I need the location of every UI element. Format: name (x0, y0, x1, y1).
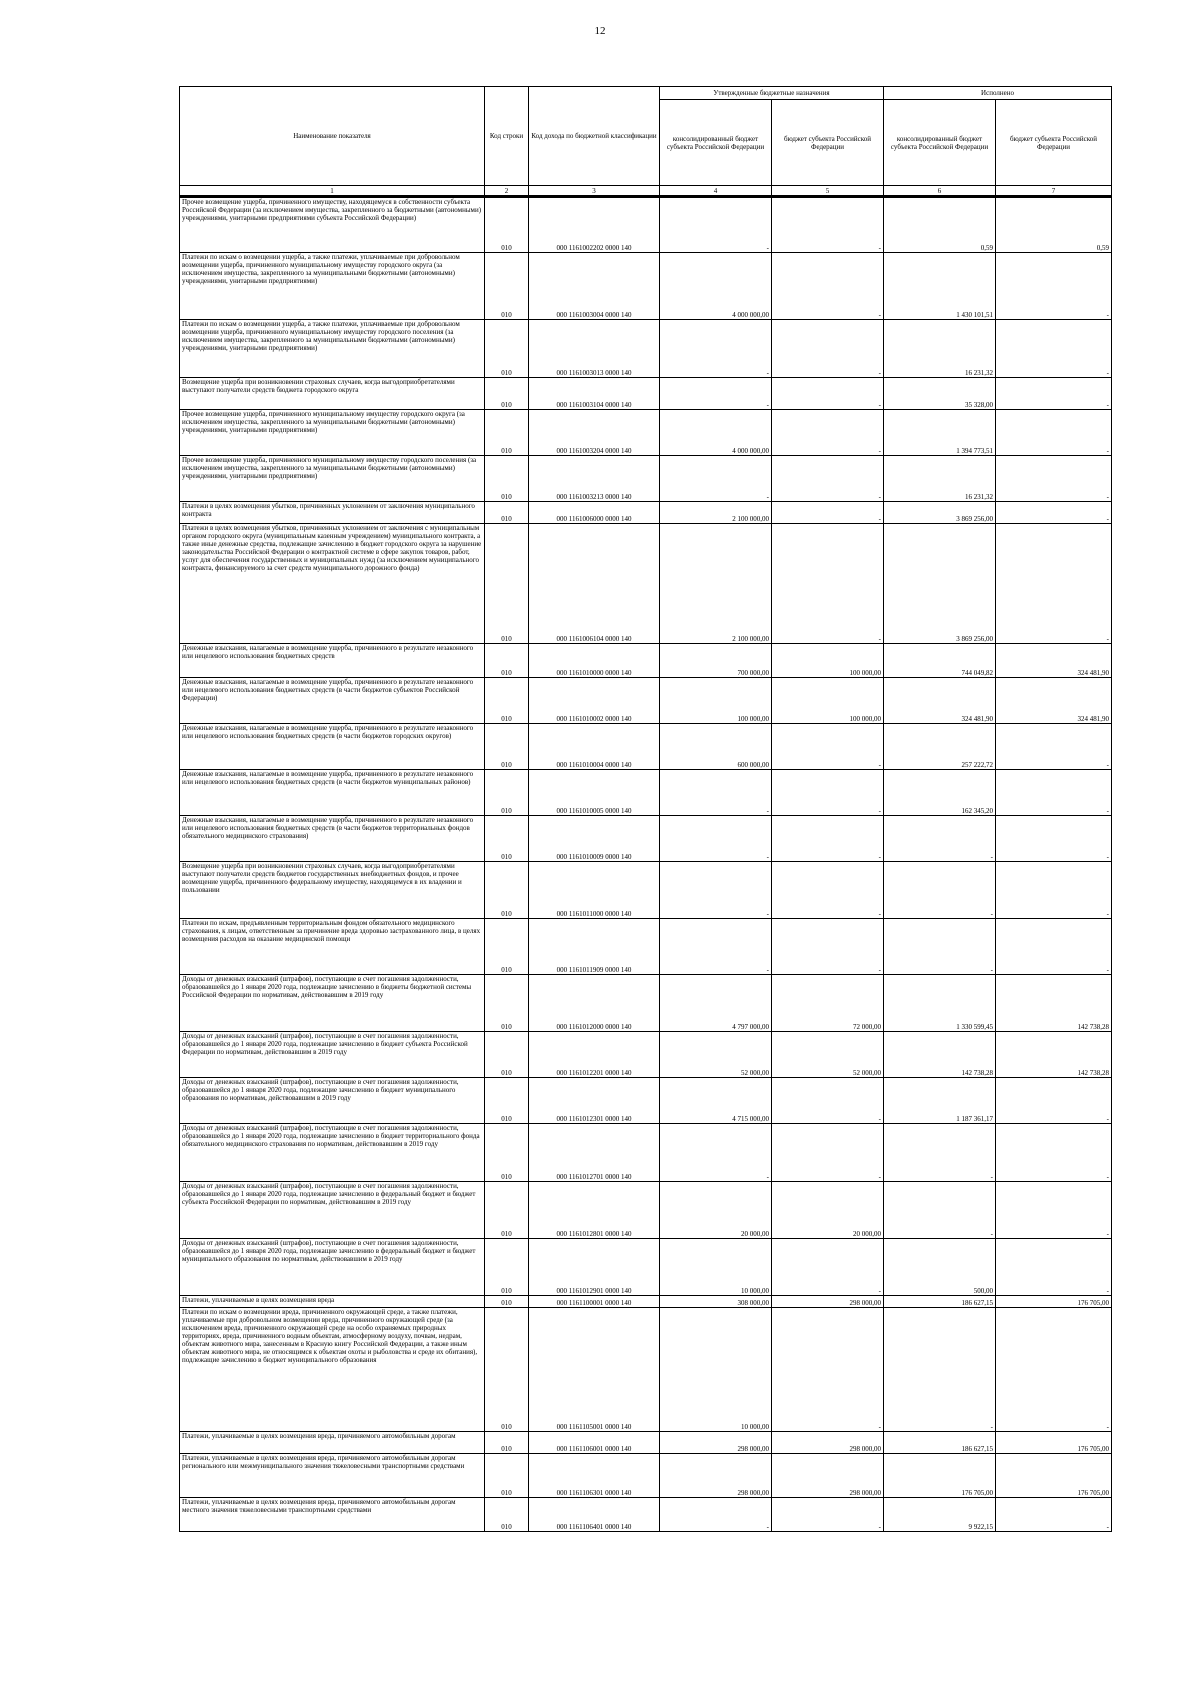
executed-subject-value: - (996, 253, 1112, 320)
approved-subject-value: - (772, 378, 884, 410)
column-number: 3 (529, 186, 660, 197)
approved-consolidated-value: - (660, 456, 772, 502)
executed-consolidated-value: 744 049,82 (884, 644, 996, 678)
table-row (180, 378, 1112, 410)
executed-subject-value: - (996, 410, 1112, 456)
row-name: Возмещение ущерба при возникновении страховых случаев, когда выгодоприобретателями выступают получатели средств бюджета городского округа (180, 378, 485, 410)
table-row (180, 1182, 1112, 1239)
approved-subject-value: 100 000,00 (772, 678, 884, 724)
row-kbk: 000 1161010002 0000 140 (529, 678, 660, 724)
approved-subject-value: - (772, 524, 884, 644)
row-code: 010 (485, 862, 529, 919)
row-name: Платежи по искам, предъявленным территориальным фондом обязательного медицинского страхования, к лицам, ответственным за причинение вреда здоровью застрахованного лица, в целях возмещения расходов на оказание медицинской помощи (180, 919, 485, 975)
approved-consolidated-value: - (660, 816, 772, 862)
row-code: 010 (485, 919, 529, 975)
executed-consolidated-value: 162 345,20 (884, 770, 996, 816)
approved-subject-value: - (772, 320, 884, 378)
row-code: 010 (485, 253, 529, 320)
header-row-code: Код строки (485, 87, 529, 186)
column-number: 1 (180, 186, 485, 197)
row-kbk: 000 1161012801 0000 140 (529, 1182, 660, 1239)
executed-consolidated-value: - (884, 1124, 996, 1182)
row-kbk: 000 1161100001 0000 140 (529, 1296, 660, 1308)
table-row (180, 320, 1112, 378)
header-executed: Исполнено (884, 87, 1112, 100)
row-name: Платежи, уплачиваемые в целях возмещения вреда, причиняемого автомобильным дорогам (180, 1432, 485, 1454)
header-kbk: Код дохода по бюджетной классификации (529, 87, 660, 186)
approved-subject-value: 298 000,00 (772, 1432, 884, 1454)
row-kbk: 000 1161012701 0000 140 (529, 1124, 660, 1182)
row-code: 010 (485, 1296, 529, 1308)
executed-consolidated-value: 1 330 599,45 (884, 975, 996, 1032)
table-row (180, 253, 1112, 320)
executed-subject-value: 176 705,00 (996, 1432, 1112, 1454)
row-name: Платежи, уплачиваемые в целях возмещения вреда, причиняемого автомобильным дорогам регионального или межмуниципального значения тяжеловесными транспортными средствами (180, 1454, 485, 1498)
table-row (180, 644, 1112, 678)
row-code: 010 (485, 816, 529, 862)
row-name: Платежи по искам о возмещении ущерба, а также платежи, уплачиваемые при добровольном возмещении ущерба, причиненного муниципальному имуществу городского округа (за исключением имущества, закрепленного за муниципальными бюджетными (автономными) учреждениями, унитарными предприятиями) (180, 253, 485, 320)
executed-subject-value: 176 705,00 (996, 1296, 1112, 1308)
executed-subject-value: - (996, 1124, 1112, 1182)
row-code: 010 (485, 644, 529, 678)
row-kbk: 000 1161012000 0000 140 (529, 975, 660, 1032)
table-row (180, 724, 1112, 770)
row-name: Прочее возмещение ущерба, причиненного имуществу, находящемуся в собственности субъекта Российской Федерации (за исключением имущества, закрепленного за бюджетными (автономными) учреждениями, унитарными предприятиями субъекта Российской Федерации) (180, 197, 485, 253)
row-name: Денежные взыскания, налагаемые в возмещение ущерба, причиненного в результате незаконного или нецелевого использования бюджетных средств (в части бюджетов муниципальных районов) (180, 770, 485, 816)
approved-consolidated-value: 4 000 000,00 (660, 253, 772, 320)
executed-subject-value: - (996, 919, 1112, 975)
approved-consolidated-value: 2 100 000,00 (660, 502, 772, 524)
executed-subject-value: - (996, 320, 1112, 378)
approved-consolidated-value: 700 000,00 (660, 644, 772, 678)
executed-consolidated-value: 1 430 101,51 (884, 253, 996, 320)
table-row (180, 816, 1112, 862)
executed-subject-value: - (996, 770, 1112, 816)
approved-consolidated-value: 4 715 000,00 (660, 1078, 772, 1124)
row-name: Платежи в целях возмещения убытков, причиненных уклонением от заключения муниципального контракта (180, 502, 485, 524)
executed-subject-value: - (996, 524, 1112, 644)
row-name: Прочее возмещение ущерба, причиненного муниципальному имуществу городского поселения (за исключением имущества, закрепленного за муниципальными бюджетными (автономными) учреждениями, унитарными предприятиями) (180, 456, 485, 502)
row-code: 010 (485, 975, 529, 1032)
column-number: 5 (772, 186, 884, 197)
approved-subject-value: 72 000,00 (772, 975, 884, 1032)
row-code: 010 (485, 724, 529, 770)
executed-subject-value: - (996, 378, 1112, 410)
row-code: 010 (485, 678, 529, 724)
approved-consolidated-value: 4 000 000,00 (660, 410, 772, 456)
row-code: 010 (485, 524, 529, 644)
row-kbk: 000 1161106001 0000 140 (529, 1432, 660, 1454)
row-kbk: 000 1161010009 0000 140 (529, 816, 660, 862)
table-row (180, 1124, 1112, 1182)
row-code: 010 (485, 1182, 529, 1239)
row-name: Доходы от денежных взысканий (штрафов), поступающие в счет погашения задолженности, образовавшейся до 1 января 2020 года, подлежащие зачислению в федеральный бюджет и бюджет муниципального образования по нормативам, действовавшим в 2019 году (180, 1239, 485, 1296)
row-name: Платежи в целях возмещения убытков, причиненных уклонением от заключения с муниципальным органом городского округа (муниципальным казенным учреждением) муниципального контракта, а также иные денежные средства, подлежащие зачислению в бюджет городского округа за нарушение законодательства Российской Федерации о контрактной системе в сфере закупок товаров, работ, услуг для обеспечения государственных и муниципальных нужд (за исключением муниципального контракта, финансируемого за счет средств муниципального дорожного фонда) (180, 524, 485, 644)
approved-subject-value: - (772, 724, 884, 770)
executed-consolidated-value: 3 869 256,00 (884, 502, 996, 524)
row-code: 010 (485, 1239, 529, 1296)
executed-subject-value: - (996, 1308, 1112, 1432)
table-row (180, 1239, 1112, 1296)
column-number: 2 (485, 186, 529, 197)
executed-consolidated-value: 3 869 256,00 (884, 524, 996, 644)
table-row (180, 1454, 1112, 1498)
row-kbk: 000 1161003213 0000 140 (529, 456, 660, 502)
approved-consolidated-value: 20 000,00 (660, 1182, 772, 1239)
row-code: 010 (485, 1454, 529, 1498)
executed-consolidated-value: 9 922,15 (884, 1498, 996, 1532)
row-name: Доходы от денежных взысканий (штрафов), поступающие в счет погашения задолженности, образовавшейся до 1 января 2020 года, подлежащие зачислению в бюджет муниципального образования по нормативам, действовавшим в 2019 году (180, 1078, 485, 1124)
row-name: Денежные взыскания, налагаемые в возмещение ущерба, причиненного в результате незаконного или нецелевого использования бюджетных средств (в части бюджетов субъектов Российской Федерации) (180, 678, 485, 724)
executed-subject-value: 0,59 (996, 197, 1112, 253)
approved-subject-value: - (772, 197, 884, 253)
table-row (180, 770, 1112, 816)
row-code: 010 (485, 378, 529, 410)
table-row (180, 1498, 1112, 1532)
approved-consolidated-value: 100 000,00 (660, 678, 772, 724)
table-row (180, 524, 1112, 644)
approved-subject-value: - (772, 253, 884, 320)
approved-subject-value: - (772, 1308, 884, 1432)
approved-subject-value: - (772, 1498, 884, 1532)
table-row (180, 197, 1112, 253)
executed-consolidated-value: 1 187 361,17 (884, 1078, 996, 1124)
table-row (180, 1308, 1112, 1432)
approved-subject-value: - (772, 919, 884, 975)
executed-subject-value: - (996, 1498, 1112, 1532)
approved-consolidated-value: - (660, 320, 772, 378)
executed-subject-value: - (996, 456, 1112, 502)
row-name: Прочее возмещение ущерба, причиненного муниципальному имуществу городского округа (за исключением имущества, закрепленного за муниципальными бюджетными (автономными) учреждениями, унитарными предприятиями) (180, 410, 485, 456)
executed-consolidated-value: 257 222,72 (884, 724, 996, 770)
approved-subject-value: 52 000,00 (772, 1032, 884, 1078)
approved-consolidated-value: 4 797 000,00 (660, 975, 772, 1032)
row-kbk: 000 1161012201 0000 140 (529, 1032, 660, 1078)
table-row (180, 1078, 1112, 1124)
row-name: Доходы от денежных взысканий (штрафов), поступающие в счет погашения задолженности, образовавшейся до 1 января 2020 года, подлежащие зачислению в бюджет субъекта Российской Федерации по нормативам, действовавшим в 2019 году (180, 1032, 485, 1078)
header-executed-subject: бюджет субъекта Российской Федерации (996, 100, 1112, 186)
row-kbk: 000 1161002202 0000 140 (529, 197, 660, 253)
executed-consolidated-value: 186 627,15 (884, 1432, 996, 1454)
executed-consolidated-value: - (884, 816, 996, 862)
approved-consolidated-value: 298 000,00 (660, 1454, 772, 1498)
row-kbk: 000 1161006104 0000 140 (529, 524, 660, 644)
executed-consolidated-value: 16 231,32 (884, 320, 996, 378)
header-approved-subject: бюджет субъекта Российской Федерации (772, 100, 884, 186)
row-kbk: 000 1161106401 0000 140 (529, 1498, 660, 1532)
table-row (180, 410, 1112, 456)
header-name: Наименование показателя (180, 87, 485, 186)
table-row (180, 919, 1112, 975)
executed-consolidated-value: - (884, 1182, 996, 1239)
approved-subject-value: 20 000,00 (772, 1182, 884, 1239)
table-row (180, 1296, 1112, 1308)
table-row (180, 502, 1112, 524)
approved-subject-value: - (772, 1239, 884, 1296)
approved-consolidated-value: 52 000,00 (660, 1032, 772, 1078)
row-name: Доходы от денежных взысканий (штрафов), поступающие в счет погашения задолженности, образовавшейся до 1 января 2020 года, подлежащие зачислению в бюджеты бюджетной системы Российской Федерации по нормативам, действовавшим в 2019 году (180, 975, 485, 1032)
approved-subject-value: - (772, 770, 884, 816)
row-code: 010 (485, 1498, 529, 1532)
executed-subject-value: 176 705,00 (996, 1454, 1112, 1498)
approved-consolidated-value: - (660, 919, 772, 975)
executed-subject-value: - (996, 816, 1112, 862)
approved-consolidated-value: - (660, 862, 772, 919)
approved-consolidated-value: - (660, 1498, 772, 1532)
row-name: Платежи, уплачиваемые в целях возмещения вреда (180, 1296, 485, 1308)
row-code: 010 (485, 197, 529, 253)
row-code: 010 (485, 502, 529, 524)
approved-subject-value: - (772, 816, 884, 862)
executed-subject-value: - (996, 502, 1112, 524)
row-kbk: 000 1161003013 0000 140 (529, 320, 660, 378)
row-name: Денежные взыскания, налагаемые в возмещение ущерба, причиненного в результате незаконного или нецелевого использования бюджетных средств (в части бюджетов городских округов) (180, 724, 485, 770)
column-numbers-row (180, 186, 1112, 197)
row-kbk: 000 1161012301 0000 140 (529, 1078, 660, 1124)
table-row (180, 678, 1112, 724)
row-code: 010 (485, 1078, 529, 1124)
approved-subject-value: 298 000,00 (772, 1454, 884, 1498)
row-kbk: 000 1161010004 0000 140 (529, 724, 660, 770)
row-kbk: 000 1161011000 0000 140 (529, 862, 660, 919)
table-row (180, 975, 1112, 1032)
row-name: Платежи по искам о возмещении ущерба, а также платежи, уплачиваемые при добровольном возмещении ущерба, причиненного муниципальному имуществу городского поселения (за исключением имущества, закрепленного за муниципальными бюджетными (автономными) учреждениями, унитарными предприятиями) (180, 320, 485, 378)
executed-subject-value: - (996, 1182, 1112, 1239)
approved-consolidated-value: 10 000,00 (660, 1239, 772, 1296)
approved-consolidated-value: 2 100 000,00 (660, 524, 772, 644)
executed-consolidated-value: 0,59 (884, 197, 996, 253)
executed-consolidated-value: 1 394 773,51 (884, 410, 996, 456)
row-code: 010 (485, 1032, 529, 1078)
row-code: 010 (485, 1308, 529, 1432)
executed-subject-value: - (996, 1239, 1112, 1296)
approved-subject-value: 298 000,00 (772, 1296, 884, 1308)
approved-consolidated-value: 10 000,00 (660, 1308, 772, 1432)
executed-consolidated-value: 500,00 (884, 1239, 996, 1296)
row-name: Доходы от денежных взысканий (штрафов), поступающие в счет погашения задолженности, образовавшейся до 1 января 2020 года, подлежащие зачислению в федеральный бюджет и бюджет субъекта Российской Федерации по нормативам, действовавшим в 2019 году (180, 1182, 485, 1239)
header-executed-consolidated: консолидированный бюджет субъекта Российской Федерации (884, 100, 996, 186)
header-approved-consolidated: консолидированный бюджет субъекта Российской Федерации (660, 100, 772, 186)
approved-subject-value: - (772, 1124, 884, 1182)
table-row (180, 456, 1112, 502)
executed-consolidated-value: 324 481,90 (884, 678, 996, 724)
approved-consolidated-value: - (660, 770, 772, 816)
header-approved: Утвержденные бюджетные назначения (660, 87, 884, 100)
executed-consolidated-value: 35 328,00 (884, 378, 996, 410)
row-kbk: 000 1161003004 0000 140 (529, 253, 660, 320)
row-code: 010 (485, 320, 529, 378)
executed-consolidated-value: 176 705,00 (884, 1454, 996, 1498)
row-kbk: 000 1161105001 0000 140 (529, 1308, 660, 1432)
row-kbk: 000 1161012901 0000 140 (529, 1239, 660, 1296)
row-name: Денежные взыскания, налагаемые в возмещение ущерба, причиненного в результате незаконного или нецелевого использования бюджетных средств (в части бюджетов территориальных фондов обязательного медицинского страхования) (180, 816, 485, 862)
row-kbk: 000 1161010005 0000 140 (529, 770, 660, 816)
executed-consolidated-value: 186 627,15 (884, 1296, 996, 1308)
executed-consolidated-value: 16 231,32 (884, 456, 996, 502)
executed-subject-value: - (996, 1078, 1112, 1124)
page-number: 12 (594, 25, 606, 37)
row-code: 010 (485, 770, 529, 816)
approved-consolidated-value: 298 000,00 (660, 1432, 772, 1454)
approved-subject-value: - (772, 502, 884, 524)
table-row (180, 862, 1112, 919)
executed-subject-value: 324 481,90 (996, 644, 1112, 678)
revenue-table (179, 86, 1112, 1532)
row-code: 010 (485, 1124, 529, 1182)
row-kbk: 000 1161006000 0000 140 (529, 502, 660, 524)
table-body (180, 197, 1112, 1532)
row-code: 010 (485, 456, 529, 502)
executed-subject-value: - (996, 862, 1112, 919)
approved-consolidated-value: 308 000,00 (660, 1296, 772, 1308)
column-number: 6 (884, 186, 996, 197)
executed-subject-value: 142 738,28 (996, 1032, 1112, 1078)
executed-subject-value: 324 481,90 (996, 678, 1112, 724)
column-number: 7 (996, 186, 1112, 197)
approved-consolidated-value: - (660, 197, 772, 253)
row-name: Платежи по искам о возмещении вреда, причиненного окружающей среде, а также платежи, уплачиваемые при добровольном возмещении вреда, причиненного окружающей среде (за исключением вреда, причиненного окружающей среде на особо охраняемых природных территориях, вреда, причиненного водным объектам, атмосферному воздуху, почвам, недрам, объектам животного мира, занесенным в Красную книгу Российской Федерации, а также иным объектам животного мира, не относящимся к объектам охоты и рыболовства и среде их обитания), подлежащие зачислению в бюджет муниципального образования (180, 1308, 485, 1432)
approved-consolidated-value: - (660, 1124, 772, 1182)
row-kbk: 000 1161003104 0000 140 (529, 378, 660, 410)
executed-subject-value: - (996, 724, 1112, 770)
row-code: 010 (485, 410, 529, 456)
executed-consolidated-value: - (884, 862, 996, 919)
row-code: 010 (485, 1432, 529, 1454)
table-row (180, 1432, 1112, 1454)
approved-consolidated-value: - (660, 378, 772, 410)
approved-subject-value: - (772, 410, 884, 456)
row-kbk: 000 1161011909 0000 140 (529, 919, 660, 975)
approved-consolidated-value: 600 000,00 (660, 724, 772, 770)
row-kbk: 000 1161010000 0000 140 (529, 644, 660, 678)
row-name: Возмещение ущерба при возникновении страховых случаев, когда выгодоприобретателями выступают получатели средств бюджетов государственных внебюджетных фондов, и прочее возмещение ущерба, причиненного федеральному имуществу, находящемуся в их владении и пользовании (180, 862, 485, 919)
table-row (180, 1032, 1112, 1078)
approved-subject-value: - (772, 1078, 884, 1124)
executed-consolidated-value: 142 738,28 (884, 1032, 996, 1078)
row-kbk: 000 1161003204 0000 140 (529, 410, 660, 456)
row-name: Платежи, уплачиваемые в целях возмещения вреда, причиняемого автомобильным дорогам местного значения тяжеловесными транспортными средствами (180, 1498, 485, 1532)
executed-consolidated-value: - (884, 1308, 996, 1432)
approved-subject-value: - (772, 456, 884, 502)
executed-subject-value: 142 738,28 (996, 975, 1112, 1032)
executed-consolidated-value: - (884, 919, 996, 975)
approved-subject-value: - (772, 862, 884, 919)
row-name: Доходы от денежных взысканий (штрафов), поступающие в счет погашения задолженности, образовавшейся до 1 января 2020 года, подлежащие зачислению в бюджет территориального фонда обязательного медицинского страхования по нормативам, действовавшим в 2019 году (180, 1124, 485, 1182)
row-name: Денежные взыскания, налагаемые в возмещение ущерба, причиненного в результате незаконного или нецелевого использования бюджетных средств (180, 644, 485, 678)
column-number: 4 (660, 186, 772, 197)
approved-subject-value: 100 000,00 (772, 644, 884, 678)
row-kbk: 000 1161106301 0000 140 (529, 1454, 660, 1498)
